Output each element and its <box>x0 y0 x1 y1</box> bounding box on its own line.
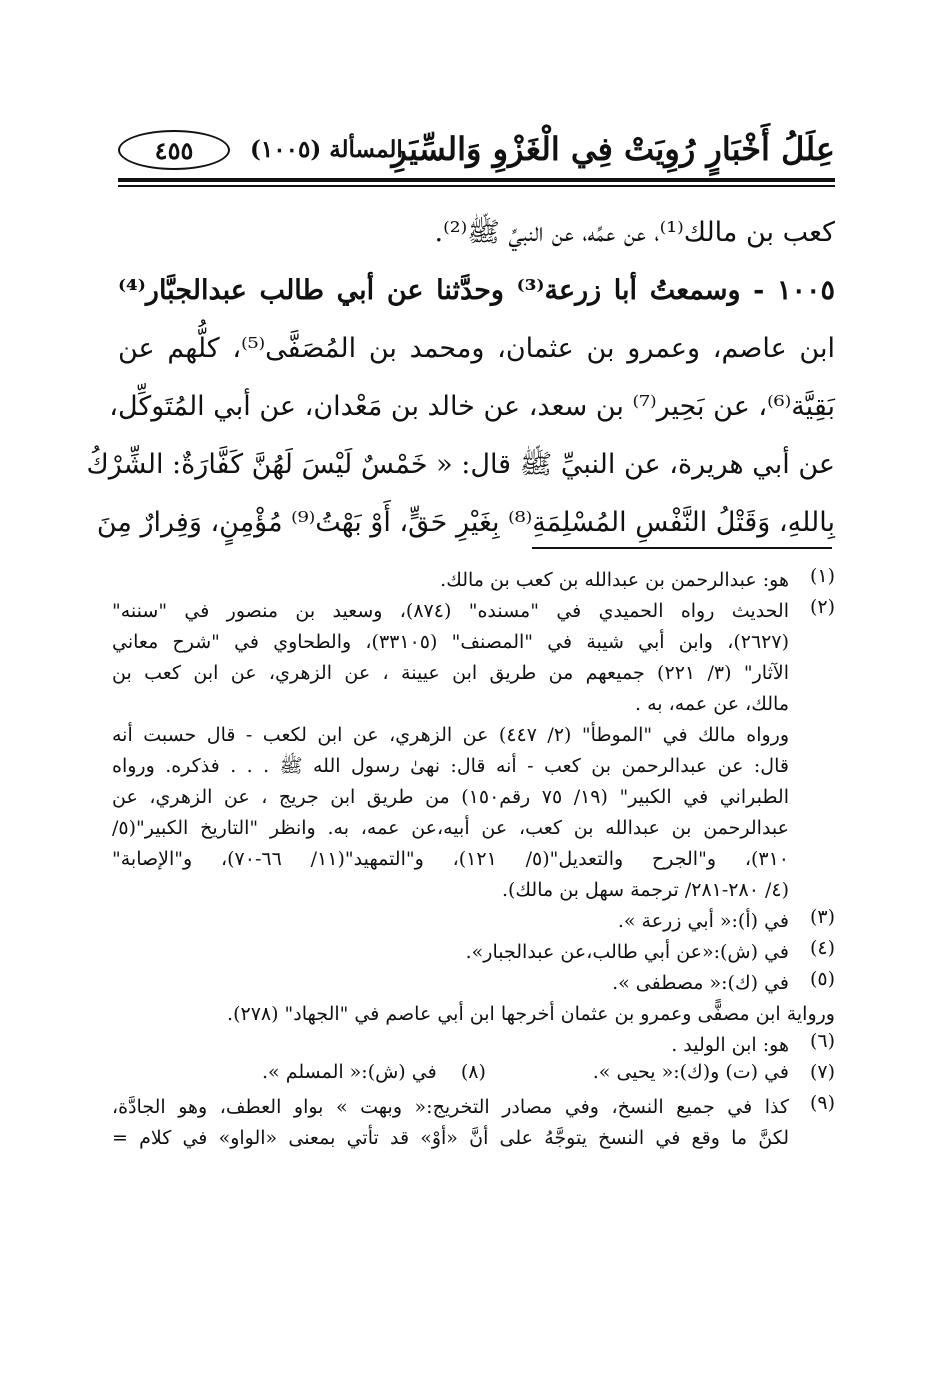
footnote-text: في (ش):«عن أبي طالب،عن عبدالجبار». <box>465 941 789 963</box>
footnote-7-8-row <box>112 1061 835 1092</box>
footnotes <box>112 565 835 1154</box>
main-text <box>86 206 836 554</box>
footnote-line: ٣١٠)، و"الجرح والتعديل"(٥/ ١٢١)، و"التمهيد"(١١/ ٦٦-٧٠)، و"الإصابة" <box>112 848 789 870</box>
footnote-8-text: في (ش):« المسلم ». <box>262 1061 437 1083</box>
footnote-number: (٢) <box>809 596 835 618</box>
footnote-7-8-line <box>112 1061 789 1092</box>
footnote-5-continuation: ورواية ابن مصفًّى وعمرو بن عثمان أخرجها ابن أبي عاصم في "الجهاد" (٢٧٨). <box>227 1003 835 1025</box>
main-line-issue-heading: ١٠٠٥ - وسمعتُ أبا زرعة⁽³⁾ وحدَّثنا عن أبي طالب عبدالجبَّار⁽⁴⁾ <box>118 275 836 306</box>
footnote-line: الحديث رواه الحميدي في "مسنده" (٨٧٤)، وسعيد بن منصور في "سننه" <box>112 600 789 622</box>
footnote-line: كذا في جميع النسخ، وفي مصادر التخريج:« وبهت » بواو العطف، وهو الجادَّة، <box>112 1096 789 1118</box>
footnote-7-text: في (ت) و(ك):« يحيى ». <box>592 1061 789 1083</box>
footnote-number: (١) <box>809 565 835 587</box>
footnote-text: هو: عبدالرحمن بن عبدالله بن كعب بن مالك. <box>440 569 789 591</box>
footnote-3 <box>112 906 835 937</box>
footnote-line: لكنَّ ما وقع في النسخ يتوجَّهُ على أنَّ «أوْ» قد تأتي بمعنى «الواو» في كلام = <box>112 1127 789 1149</box>
footnote-line: عبدالرحمن بن عبدالله بن كعب، عن أبيه،عن عمه، به. وانظر "التاريخ الكبير"(٥/ <box>112 817 789 839</box>
header-rule-thick <box>118 178 835 182</box>
footnote-text: في (أ):« أبي زرعة ». <box>617 910 789 932</box>
footnote-8 <box>262 1061 486 1083</box>
footnote-6 <box>112 1030 835 1061</box>
footnote-4 <box>112 937 835 968</box>
footnote-line: الآثار" (٣/ ٢٢١) جميعهم من طريق ابن عيينة ، عن الزهري، عن ابن كعب بن <box>112 662 789 684</box>
main-line: ابن عاصم، وعمرو بن عثمان، ومحمد بن المُصَفَّى⁽⁵⁾، كلُّهم عن <box>118 333 835 364</box>
header-rule-thin <box>118 185 835 187</box>
footnote-line: ورواه مالك في "الموطأ" (٢/ ٤٤٧) عن الزهري، عن ابن لكعب - قال حسبت أنه <box>112 724 789 746</box>
footnote-number: (٣) <box>809 906 835 928</box>
footnote-number: (٧) <box>809 1061 835 1083</box>
footnote-number: (٦) <box>809 1030 835 1052</box>
footnote-line: (٤/ ٢٨٠-٢٨١/ ترجمة سهل بن مالك). <box>501 879 789 901</box>
main-line: بِاللهِ، وَقَتْلُ النَّفْسِ المُسْلِمَةِ⁽⁸⁾ بِغَيْرِ حَقٍّ، أَوْ بَهْتُ⁽⁹⁾ مُؤْمِنٍ، وَفِرارٌ مِنَ <box>96 507 835 538</box>
page-header <box>118 126 835 178</box>
main-line: بَقِيَّة⁽⁶⁾، عن بَحِير⁽⁷⁾ بن سعد، عن خالد بن مَعْدان، عن أبي المُتَوكِّل، <box>109 391 835 422</box>
footnote-1 <box>112 565 835 596</box>
main-line: كعب بن مالك⁽¹⁾، عن عمِّه، عن النبيِّ ﷺ⁽²⁾. <box>434 217 835 248</box>
footnote-number: (٩) <box>809 1092 835 1114</box>
main-line: عن أبي هريرة، عن النبيِّ ﷺ قال: « خَمْسٌ لَيْسَ لَهُنَّ كَفَّارَةٌ: الشِّرْكُ <box>86 449 835 480</box>
book-title: عِلَلُ أَخْبَارٍ رُوِيَتْ فِي الْغَزْوِ وَالسِّيَرِ <box>391 130 835 168</box>
footnote-number: (٤) <box>809 937 835 959</box>
footnote-number: (٨) <box>460 1061 486 1083</box>
footnote-5 <box>112 968 835 999</box>
footnote-number: (٥) <box>809 968 835 990</box>
footnote-2 <box>112 596 835 906</box>
footnote-line: الطبراني في الكبير" (١٩/ ٧٥ رقم١٥٠) من طريق ابن جريج ، عن الزهري، عن <box>112 786 789 808</box>
footnote-line: مالك، عن عمه، به . <box>634 693 789 715</box>
page-number: ٤٥٥ <box>154 135 194 165</box>
footnote-9 <box>112 1092 835 1154</box>
page-number-oval <box>118 130 230 170</box>
footnote-line: (٢٦٢٧)، وابن أبي شيبة في "المصنف" (٣٣١٠٥)، والطحاوي في "شرح معاني <box>112 631 789 653</box>
footnote-text: في (ك):« مصطفى ». <box>612 972 789 994</box>
footnote-separator <box>532 547 832 549</box>
footnote-text: هو: ابن الوليد . <box>671 1034 789 1056</box>
issue-number: المسألة (١٠٠٥) <box>250 136 403 163</box>
footnote-line: قال: عن عبدالرحمن بن كعب - أنه قال: نهىٰ رسول الله ﷺ . . . فذكره. ورواه <box>112 755 789 777</box>
